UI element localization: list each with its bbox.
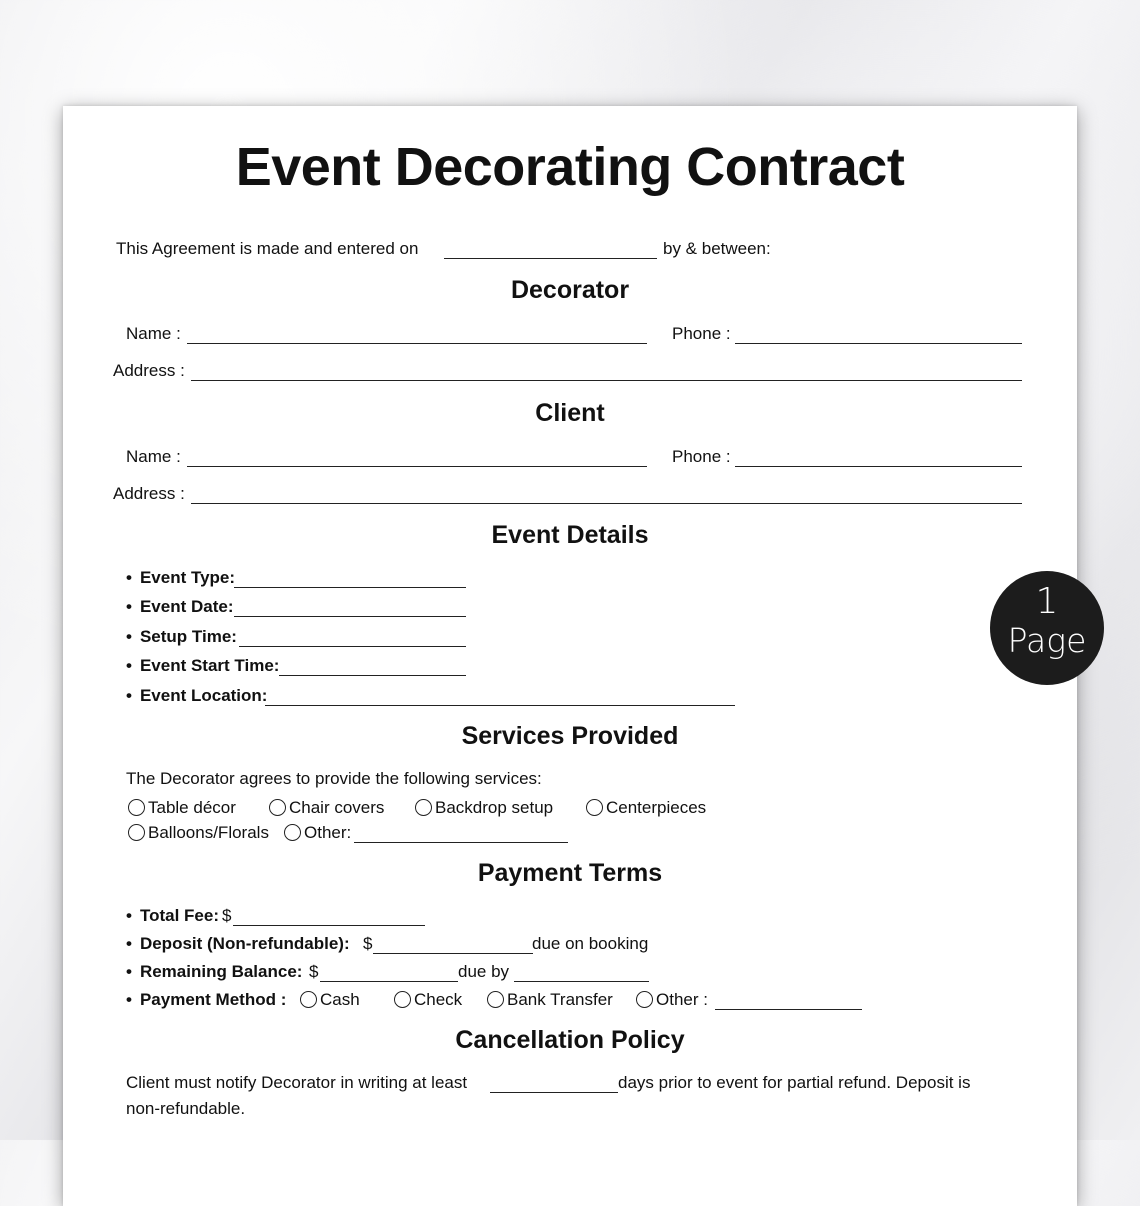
radio-circle-icon[interactable] xyxy=(284,824,301,841)
decorator-address-field[interactable] xyxy=(191,380,1022,381)
cancellation-text-line2: non-refundable. xyxy=(126,1099,246,1118)
service-table-decor-option[interactable]: Table décor xyxy=(128,798,236,818)
page-count-badge xyxy=(990,571,1104,685)
event-location-field[interactable] xyxy=(265,705,735,706)
client-phone-label: Phone : xyxy=(672,447,731,466)
decorator-name-field[interactable] xyxy=(187,343,647,344)
payment-check-option[interactable]: Check xyxy=(394,990,462,1010)
payment-cash-option[interactable]: Cash xyxy=(300,990,360,1010)
radio-circle-icon[interactable] xyxy=(128,799,145,816)
currency-symbol: $ xyxy=(222,906,232,925)
service-chair-covers-option[interactable]: Chair covers xyxy=(269,798,384,818)
currency-symbol: $ xyxy=(309,962,319,981)
total-fee-label: • Total Fee: xyxy=(126,906,219,926)
deposit-field[interactable] xyxy=(373,953,533,954)
client-address-label: Address : xyxy=(113,484,185,503)
service-other-field[interactable] xyxy=(354,842,568,843)
notice-days-field[interactable] xyxy=(490,1092,618,1093)
service-backdrop-setup-option[interactable]: Backdrop setup xyxy=(415,798,553,818)
page-title: Event Decorating Contract xyxy=(235,137,905,197)
services-heading: Services Provided xyxy=(461,722,679,750)
client-phone-field[interactable] xyxy=(735,466,1022,467)
radio-circle-icon[interactable] xyxy=(128,824,145,841)
setup-time-field[interactable] xyxy=(239,646,466,647)
currency-symbol: $ xyxy=(363,934,373,953)
client-heading: Client xyxy=(535,399,605,427)
client-name-field[interactable] xyxy=(187,466,647,467)
event-date-label: • Event Date: xyxy=(126,597,233,617)
payment-other-option[interactable]: Other : xyxy=(636,990,708,1010)
remaining-balance-field[interactable] xyxy=(320,981,458,982)
payment-bank-transfer-option[interactable]: Bank Transfer xyxy=(487,990,613,1010)
service-centerpieces-option[interactable]: Centerpieces xyxy=(586,798,706,818)
event-date-field[interactable] xyxy=(234,616,466,617)
cancellation-heading: Cancellation Policy xyxy=(455,1026,685,1054)
due-by-field[interactable] xyxy=(514,981,649,982)
service-balloons-florals-option[interactable]: Balloons/Florals xyxy=(128,823,269,843)
remaining-balance-label: • Remaining Balance: xyxy=(126,962,302,982)
intro-text: This Agreement is made and entered on xyxy=(116,239,419,258)
page-count-number: 1 xyxy=(1035,581,1059,622)
event-location-label: • Event Location: xyxy=(126,686,267,706)
event-type-field[interactable] xyxy=(234,587,466,588)
services-intro: The Decorator agrees to provide the following services: xyxy=(126,769,542,788)
radio-circle-icon[interactable] xyxy=(415,799,432,816)
radio-circle-icon[interactable] xyxy=(636,991,653,1008)
total-fee-field[interactable] xyxy=(233,925,425,926)
client-name-label: Name : xyxy=(126,447,181,466)
event-start-time-field[interactable] xyxy=(279,675,466,676)
radio-circle-icon[interactable] xyxy=(300,991,317,1008)
decorator-address-label: Address : xyxy=(113,361,185,380)
due-by-label: due by xyxy=(458,962,510,981)
agreement-date-field[interactable] xyxy=(444,258,657,259)
event-type-label: • Event Type: xyxy=(126,568,235,588)
decorator-phone-field[interactable] xyxy=(735,343,1022,344)
page-count-label: Page xyxy=(1007,621,1087,660)
cancellation-text-start: Client must notify Decorator in writing at least xyxy=(126,1073,468,1092)
service-other-option[interactable]: Other: xyxy=(284,823,351,843)
decorator-phone-label: Phone : xyxy=(672,324,731,343)
cancellation-text-end: days prior to event for partial refund. Deposit is xyxy=(618,1073,971,1092)
radio-circle-icon[interactable] xyxy=(586,799,603,816)
contract-page xyxy=(63,106,1077,1206)
radio-circle-icon[interactable] xyxy=(487,991,504,1008)
radio-circle-icon[interactable] xyxy=(269,799,286,816)
client-address-field[interactable] xyxy=(191,503,1022,504)
setup-time-label: • Setup Time: xyxy=(126,627,237,647)
decorator-name-label: Name : xyxy=(126,324,181,343)
decorator-heading: Decorator xyxy=(510,276,630,304)
radio-circle-icon[interactable] xyxy=(394,991,411,1008)
deposit-label: • Deposit (Non-refundable): xyxy=(126,934,350,954)
event-start-time-label: • Event Start Time: xyxy=(126,656,279,676)
intro-text-after: by & between: xyxy=(663,239,771,258)
deposit-suffix: due on booking xyxy=(532,934,649,953)
payment-other-field[interactable] xyxy=(715,1009,862,1010)
event-details-heading: Event Details xyxy=(491,521,649,549)
payment-heading: Payment Terms xyxy=(477,859,663,887)
payment-method-label: • Payment Method : xyxy=(126,990,286,1010)
